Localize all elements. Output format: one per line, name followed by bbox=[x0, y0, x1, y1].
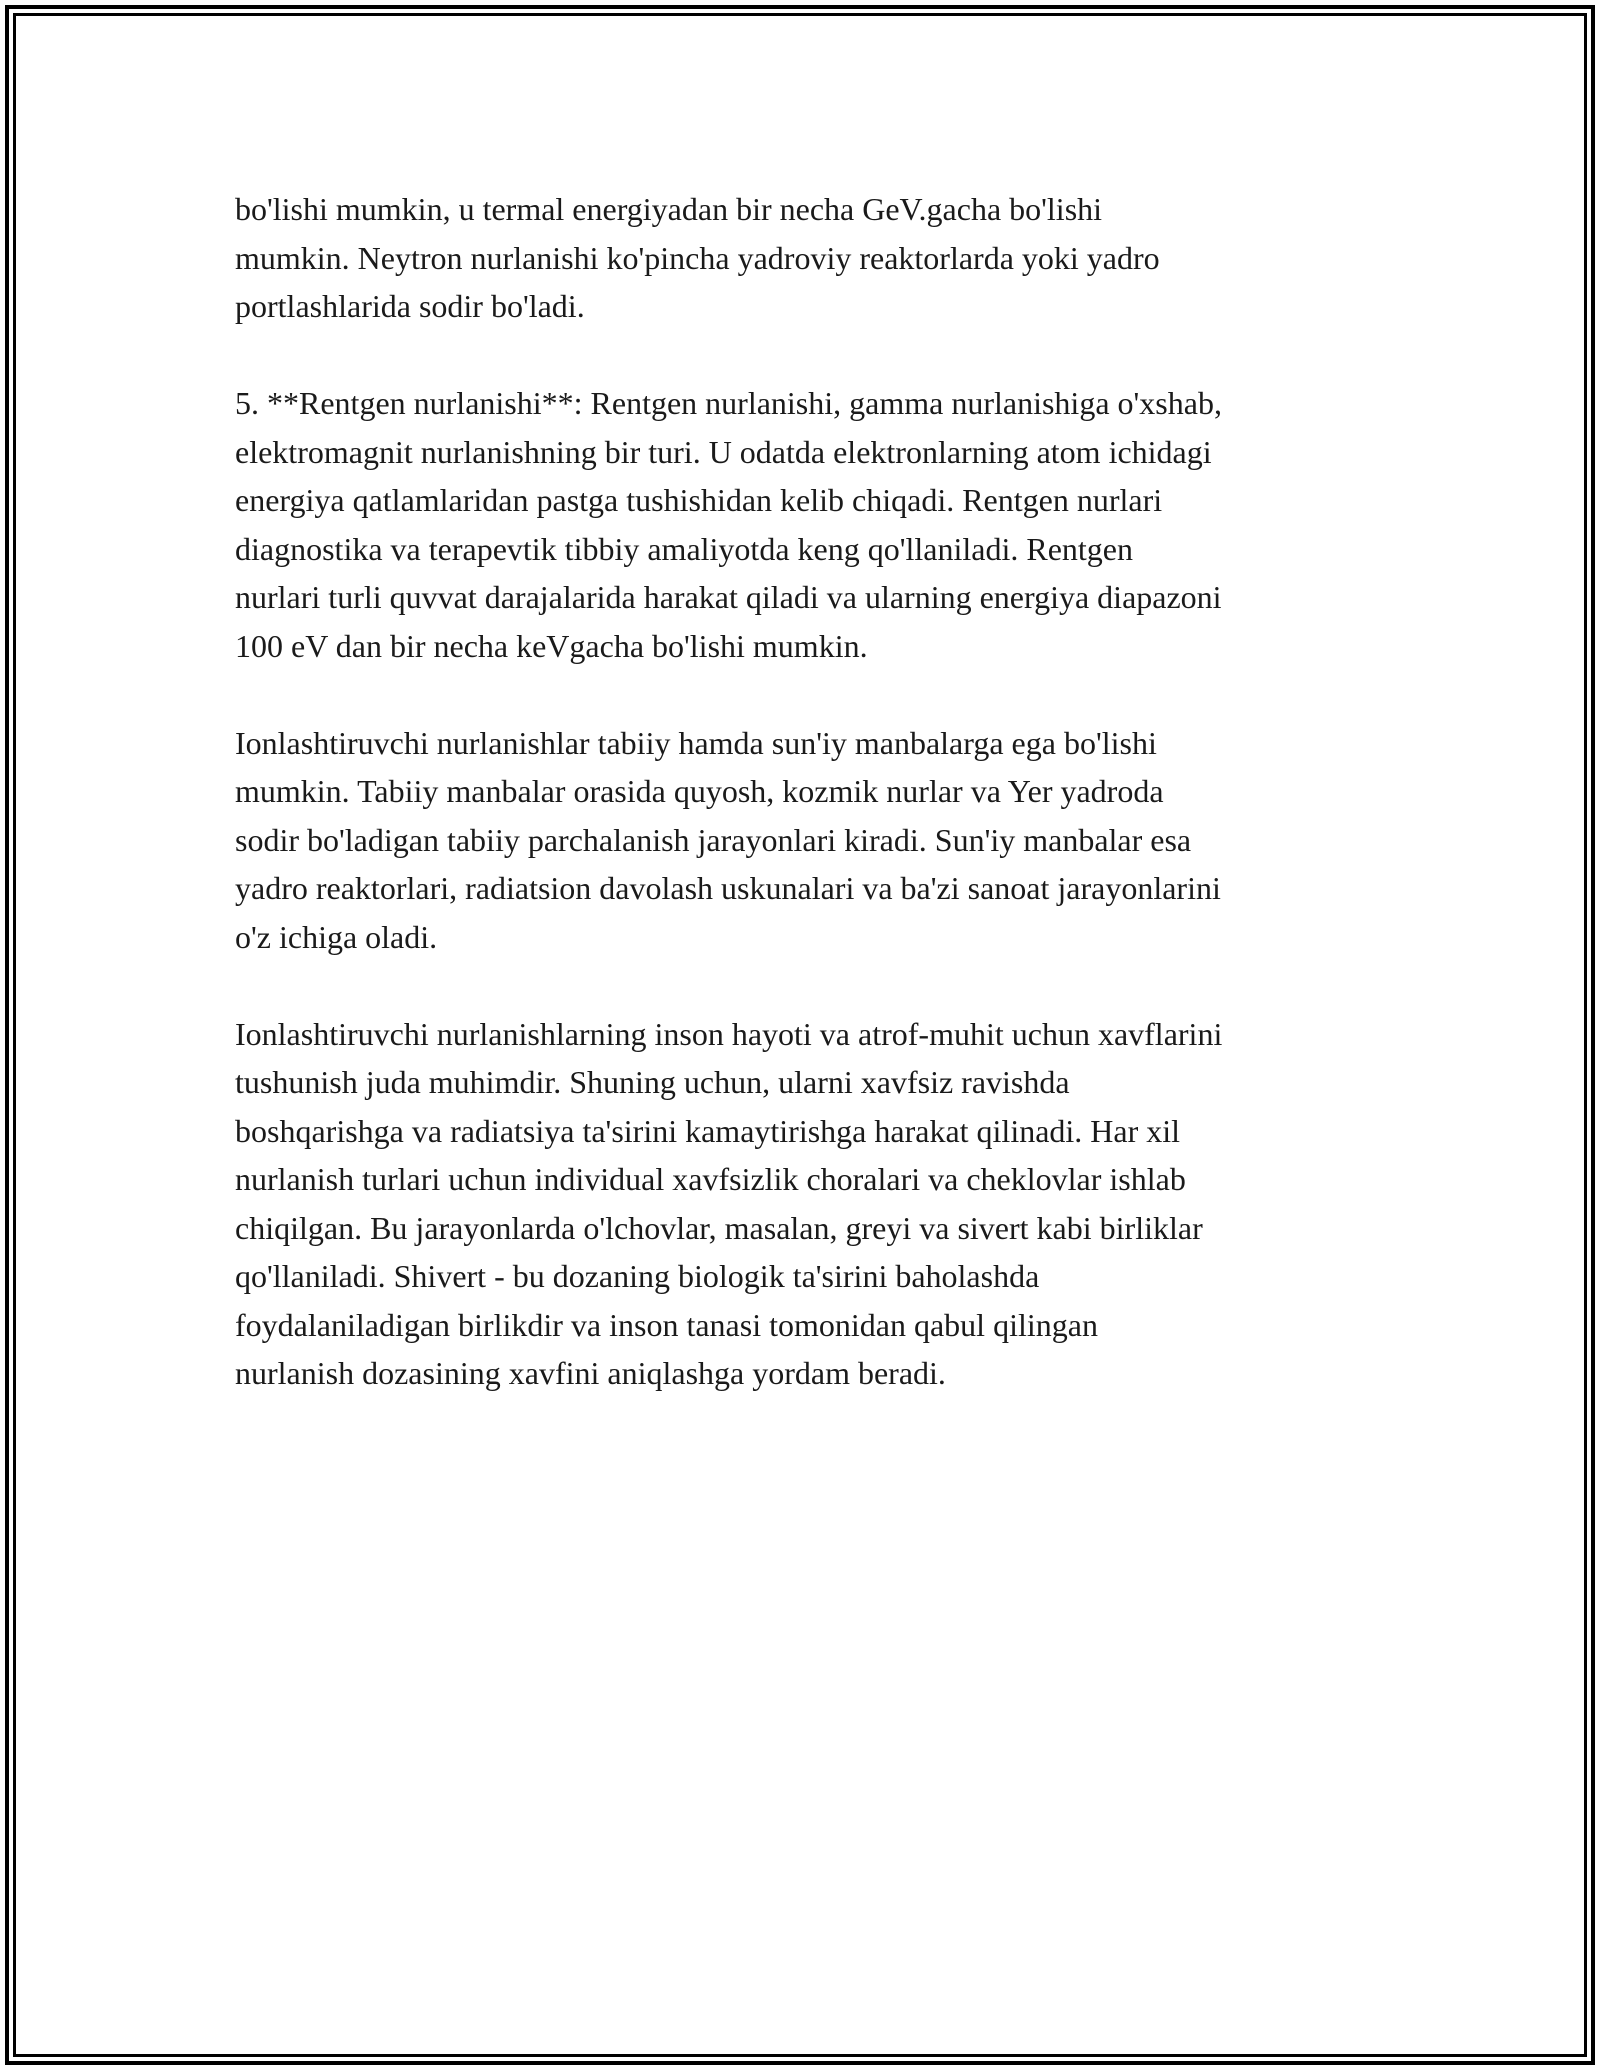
paragraph-radiation-safety: Ionlashtiruvchi nurlanishlarning inson hayoti va atrof-muhit uchun xavflarini tushunish juda muhimdir. Shuning uchun, ularni xavfsiz ravishda boshqarishga va radiatsiya ta'sirini kamaytirishga harakat qilinadi. Har xil nurlanish turlari uchun individual xavfsizlik choralari va cheklovlar ishlab chiqilgan. Bu jarayonlarda o'lchovlar, masalan, greyi va sivert kabi birliklar qo'llaniladi. Shivert - bu dozaning biologik ta'sirini baholashda foydalaniladigan birlikdir va inson tanasi tomonidan qabul qilingan nurlanish dozasining xavfini aniqlashga yordam beradi. bbox=[235, 1015, 1223, 1391]
document-body bbox=[235, 185, 1385, 1446]
paragraph-radiation-sources: Ionlashtiruvchi nurlanishlar tabiiy hamda sun'iy manbalarga ega bo'lishi mumkin. Tabiiy manbalar orasida quyosh, kozmik nurlar va Yer yadroda sodir bo'ladigan tabiiy parchalanish jarayonlari kiradi. Sun'iy manbalar esa yadro reaktorlari, radiatsion davolash uskunalari va ba'zi sanoat jarayonlarini o'z ichiga oladi. bbox=[235, 724, 1221, 955]
paragraph-neutron-continuation: bo'lishi mumkin, u termal energiyadan bir necha GeV.gacha bo'lishi mumkin. Neytron nurlanishi ko'pincha yadroviy reaktorlarda yoki yadro portlashlarida sodir bo'ladi. bbox=[235, 191, 1160, 324]
paragraph-xray-radiation: 5. **Rentgen nurlanishi**: Rentgen nurlanishi, gamma nurlanishiga o'xshab, elektromagnit nurlanishning bir turi. U odatda elektronlarning atom ichidagi energiya qatlamlaridan pastga tushishidan kelib chiqadi. Rentgen nurlari diagnostika va terapevtik tibbiy amaliyotda keng qo'llaniladi. Rentgen nurlari turli quvvat darajalarida harakat qiladi va ularning energiya diapazoni 100 eV dan bir necha keVgacha bo'lishi mumkin. bbox=[235, 385, 1222, 664]
